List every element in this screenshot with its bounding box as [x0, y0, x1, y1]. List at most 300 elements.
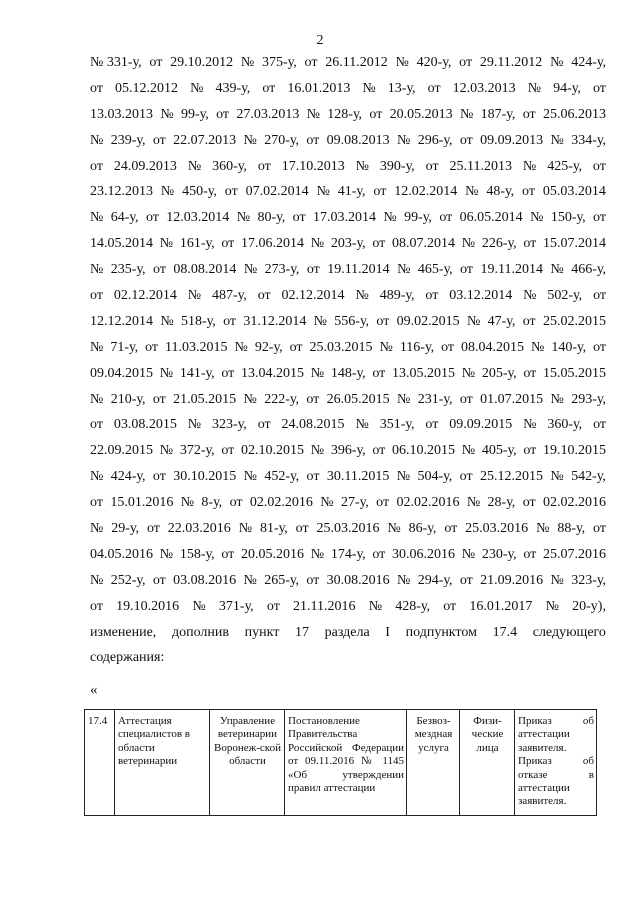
- word: 08.04.2015: [460, 339, 524, 355]
- word: подпунктом: [405, 624, 477, 640]
- word: 05.03.2014: [542, 184, 606, 200]
- opening-quote: «: [90, 682, 98, 698]
- word: 293-у,: [571, 391, 606, 407]
- word: от: [522, 184, 535, 200]
- word: 03.08.2015: [113, 417, 177, 433]
- word: от: [295, 521, 309, 537]
- word: №: [461, 443, 476, 459]
- word: №: [190, 80, 204, 96]
- word: содержания:: [90, 650, 165, 666]
- word: №: [316, 184, 330, 200]
- word: 25.03.2016: [465, 521, 529, 537]
- word: №: [550, 391, 564, 407]
- word: от: [522, 495, 536, 511]
- word: от: [372, 236, 386, 252]
- service-name-cell: Аттестация специалистов в области ветеринарии: [115, 710, 210, 816]
- word: от: [306, 469, 320, 485]
- word: от: [523, 443, 537, 459]
- word: от: [593, 210, 606, 226]
- word: №: [180, 495, 195, 511]
- word: 13-у,: [387, 80, 416, 96]
- word: от: [376, 495, 390, 511]
- word: от: [90, 80, 103, 96]
- word: от: [304, 55, 318, 70]
- word: от: [257, 417, 271, 433]
- word: 27-у,: [340, 495, 369, 511]
- word: 88-у,: [557, 521, 586, 537]
- word: 452-у,: [264, 469, 300, 485]
- word: 161-у,: [179, 236, 215, 252]
- word: 11.03.2015: [165, 339, 228, 355]
- word: 439-у,: [215, 80, 251, 96]
- word: от: [459, 469, 473, 485]
- word: 30.10.2015: [173, 469, 237, 485]
- word: от: [460, 262, 474, 278]
- word: 15.01.2016: [110, 495, 174, 511]
- word: от: [425, 417, 439, 433]
- word: 239-у,: [110, 132, 146, 148]
- word: от: [152, 469, 166, 485]
- word: от: [593, 288, 606, 304]
- word: №: [238, 521, 253, 537]
- word: №: [159, 443, 174, 459]
- word: № 331-у,: [90, 55, 142, 70]
- text-line: [90, 516, 606, 542]
- word: 542-у,: [571, 469, 606, 485]
- word: №: [90, 469, 104, 485]
- word: 99-у,: [180, 106, 209, 122]
- word: от: [459, 132, 473, 148]
- word: №: [243, 391, 257, 407]
- word: 02.02.2016: [249, 495, 313, 511]
- word: 19.11.2014: [480, 262, 543, 278]
- word: 07.02.2014: [245, 184, 309, 200]
- text-line: [90, 645, 606, 671]
- word: №: [192, 598, 206, 614]
- text-line: [90, 412, 606, 438]
- text-line: [90, 76, 606, 102]
- word: №: [355, 288, 369, 304]
- word: №: [379, 339, 393, 355]
- word: от: [523, 236, 537, 252]
- word: №: [550, 132, 564, 148]
- word: 230-у,: [481, 546, 517, 562]
- word: 22.09.2015: [90, 443, 153, 459]
- word: 25.03.2015: [309, 339, 373, 355]
- text-line: [90, 128, 606, 154]
- word: 128-у,: [327, 106, 363, 122]
- word: 16.01.2013: [287, 80, 351, 96]
- word: 13.05.2015: [392, 365, 455, 381]
- word: 09.04.2015: [90, 365, 153, 381]
- word: от: [459, 572, 473, 588]
- word: 29-у,: [111, 521, 140, 537]
- word: 17.03.2014: [312, 210, 376, 226]
- word: №: [368, 598, 383, 614]
- word: 81-у,: [259, 521, 288, 537]
- word: 06.10.2015: [392, 443, 455, 459]
- word: от: [593, 339, 606, 355]
- word: от: [592, 80, 606, 96]
- text-line: [90, 309, 606, 335]
- word: №: [160, 106, 174, 122]
- word: №: [310, 546, 325, 562]
- word: 518-у,: [180, 313, 216, 329]
- word: 351-у,: [379, 417, 415, 433]
- word: 504-у,: [417, 469, 453, 485]
- word: 99-у,: [404, 210, 432, 226]
- word: №: [313, 313, 327, 329]
- word: от: [257, 288, 271, 304]
- word: 150-у,: [550, 210, 586, 226]
- word: 13.03.2013: [90, 106, 153, 122]
- text-line: [90, 361, 606, 387]
- word: №: [310, 443, 325, 459]
- word: 24.09.2013: [113, 158, 177, 174]
- word: от: [425, 158, 439, 174]
- word: от: [223, 313, 236, 329]
- word: №: [362, 80, 376, 96]
- word: 17: [294, 624, 309, 640]
- word: №: [159, 546, 174, 562]
- text-line: [90, 257, 606, 283]
- word: 428-у,: [395, 598, 431, 614]
- word: 466-у,: [571, 262, 606, 278]
- word: 158-у,: [179, 546, 215, 562]
- word: №: [159, 365, 174, 381]
- word: №: [187, 417, 202, 433]
- word: от: [221, 236, 235, 252]
- word: 116-у,: [399, 339, 435, 355]
- word: 48-у,: [486, 184, 515, 200]
- word: дополнив: [171, 624, 229, 640]
- payment-cell: Безвоз-мездная услуга: [407, 710, 460, 816]
- word: 265-у,: [264, 572, 299, 588]
- word: №: [536, 521, 550, 537]
- word: 19.11.2014: [327, 262, 390, 278]
- word: от: [262, 80, 276, 96]
- word: 28-у,: [487, 495, 516, 511]
- word: 08.07.2014: [392, 236, 455, 252]
- word: 20.05.2016: [241, 546, 304, 562]
- word: 20.05.2013: [389, 106, 453, 122]
- word: 19.10.2015: [543, 443, 606, 459]
- word: 71-у,: [110, 339, 139, 355]
- word: от: [427, 80, 441, 96]
- word: 17.06.2014: [241, 236, 304, 252]
- word: №: [355, 158, 369, 174]
- word: №: [90, 339, 104, 355]
- text-line: [90, 335, 606, 361]
- applicants-cell: Физи-ческие лица: [460, 710, 515, 816]
- word: от: [266, 598, 280, 614]
- word: 19.10.2016: [116, 598, 180, 614]
- word: 489-у,: [379, 288, 415, 304]
- word: №: [396, 469, 411, 485]
- word: №: [310, 236, 325, 252]
- text-line: [90, 50, 606, 76]
- word: 235-у,: [110, 262, 146, 278]
- word: 23.12.2013: [90, 184, 153, 200]
- word: №: [461, 365, 476, 381]
- word: 15.07.2014: [543, 236, 606, 252]
- word: 20-у),: [572, 598, 606, 614]
- word: 94-у,: [553, 80, 581, 96]
- word: от: [149, 55, 163, 70]
- word: 25.02.2015: [542, 313, 606, 329]
- word: 16.01.2017: [469, 598, 533, 614]
- word: от: [592, 158, 606, 174]
- word: 8-у,: [201, 495, 223, 511]
- word: от: [152, 572, 166, 588]
- word: от: [146, 521, 160, 537]
- word: №: [383, 210, 397, 226]
- word: раздела: [324, 624, 370, 640]
- word: 03.12.2014: [449, 288, 513, 304]
- word: 375-у,: [261, 55, 297, 70]
- word: от: [593, 521, 606, 537]
- word: 21.09.2016: [480, 572, 544, 588]
- text-line: [90, 464, 606, 490]
- legal-basis-cell: Постановление Правительства Российской Федерации от 09.11.2016 № 1145 «Об утверждении правил аттестации: [285, 710, 407, 816]
- word: 556-у,: [334, 313, 370, 329]
- word: №: [187, 288, 202, 304]
- text-line: [90, 542, 606, 568]
- word: 17.4: [492, 624, 518, 640]
- word: №: [395, 55, 409, 70]
- word: 390-у,: [379, 158, 415, 174]
- word: от: [459, 55, 473, 70]
- word: 30.06.2016: [392, 546, 455, 562]
- word: от: [152, 391, 166, 407]
- word: 29.10.2012: [170, 55, 234, 70]
- word: 31.12.2014: [243, 313, 307, 329]
- authority-cell: Управление ветеринарии Воронеж-ской области: [210, 710, 285, 816]
- word: от: [522, 106, 536, 122]
- word: 22.07.2013: [173, 132, 237, 148]
- word: 01.07.2015: [480, 391, 544, 407]
- word: от: [369, 106, 383, 122]
- text-line: [90, 568, 606, 594]
- word: 25.07.2016: [543, 546, 606, 562]
- word: №: [90, 521, 104, 537]
- word: 465-у,: [417, 262, 453, 278]
- word: №: [550, 469, 564, 485]
- word: №: [397, 391, 411, 407]
- text-line: [90, 594, 606, 620]
- word: №: [355, 417, 369, 433]
- word: №: [397, 572, 411, 588]
- word: 25.03.2016: [316, 521, 380, 537]
- word: 41-у,: [337, 184, 366, 200]
- word: от: [257, 158, 271, 174]
- word: 296-у,: [417, 132, 453, 148]
- word: 205-у,: [481, 365, 517, 381]
- text-line: [90, 179, 606, 205]
- word: 02.02.2016: [543, 495, 606, 511]
- word: от: [224, 184, 238, 200]
- word: 09.09.2015: [449, 417, 513, 433]
- word: 405-у,: [481, 443, 517, 459]
- word: 141-у,: [179, 365, 215, 381]
- word: от: [292, 210, 306, 226]
- word: 334-у,: [571, 132, 606, 148]
- word: №: [397, 132, 411, 148]
- word: 30.08.2016: [326, 572, 390, 588]
- word: 25.11.2013: [449, 158, 512, 174]
- word: 02.10.2015: [241, 443, 304, 459]
- word: от: [221, 365, 235, 381]
- word: 47-у,: [487, 313, 516, 329]
- word: №: [243, 572, 257, 588]
- word: от: [523, 546, 537, 562]
- word: 30.11.2015: [326, 469, 390, 485]
- text-line: [90, 490, 606, 516]
- word: 12.02.2014: [394, 184, 458, 200]
- word: от: [425, 288, 439, 304]
- word: 08.08.2014: [173, 262, 237, 278]
- word: 15.05.2015: [543, 365, 606, 381]
- word: 21.05.2015: [173, 391, 237, 407]
- text-line: [90, 154, 606, 180]
- word: 294-у,: [417, 572, 453, 588]
- word: №: [466, 495, 481, 511]
- word: №: [240, 55, 255, 70]
- word: I: [385, 624, 390, 640]
- word: 360-у,: [212, 158, 247, 174]
- word: 270-у,: [264, 132, 299, 148]
- word: пункт: [244, 624, 280, 640]
- word: №: [523, 417, 537, 433]
- word: №: [550, 55, 564, 70]
- word: №: [243, 262, 258, 278]
- word: 06.05.2014: [459, 210, 523, 226]
- word: от: [306, 132, 320, 148]
- word: №: [310, 365, 325, 381]
- word: от: [289, 339, 303, 355]
- text-line: [90, 205, 606, 231]
- word: 24.08.2015: [281, 417, 345, 433]
- word: от: [459, 391, 473, 407]
- word: 22.03.2016: [167, 521, 231, 537]
- word: №: [90, 132, 104, 148]
- word: 03.08.2016: [173, 572, 237, 588]
- word: от: [221, 443, 235, 459]
- word: 92-у,: [254, 339, 283, 355]
- word: №: [90, 391, 104, 407]
- text-line: [90, 102, 606, 128]
- page-number: 2: [316, 33, 324, 48]
- text-line: [90, 231, 606, 257]
- word: №: [459, 106, 474, 122]
- word: 02.02.2016: [396, 495, 460, 511]
- word: от: [443, 598, 457, 614]
- word: 222-у,: [264, 391, 299, 407]
- word: №: [320, 495, 334, 511]
- word: №: [160, 313, 174, 329]
- word: от: [90, 495, 103, 511]
- word: 13.04.2015: [241, 365, 304, 381]
- word: от: [90, 598, 103, 614]
- word: от: [216, 106, 229, 122]
- word: от: [145, 339, 159, 355]
- word: 273-у,: [264, 262, 300, 278]
- word: 12.12.2014: [90, 313, 153, 329]
- word: 424-у,: [571, 55, 606, 70]
- word: 140-у,: [551, 339, 587, 355]
- word: 26.05.2015: [326, 391, 390, 407]
- word: 09.02.2015: [396, 313, 460, 329]
- word: 396-у,: [330, 443, 366, 459]
- word: 187-у,: [480, 106, 516, 122]
- word: от: [522, 313, 536, 329]
- table-row: [85, 710, 597, 816]
- word: №: [90, 210, 104, 226]
- word: №: [545, 598, 559, 614]
- word: 12.03.2014: [166, 210, 230, 226]
- word: 09.09.2013: [480, 132, 544, 148]
- word: от: [90, 158, 103, 174]
- word: 05.12.2012: [115, 80, 178, 96]
- word: №: [90, 572, 104, 588]
- word: от: [306, 572, 320, 588]
- text-line: [90, 620, 606, 646]
- word: №: [530, 210, 544, 226]
- body-text: [90, 50, 606, 671]
- word: 86-у,: [408, 521, 437, 537]
- word: 26.11.2012: [325, 55, 388, 70]
- word: 25.12.2015: [479, 469, 543, 485]
- word: 323-у,: [212, 417, 247, 433]
- word: 17.10.2013: [281, 158, 345, 174]
- word: от: [444, 521, 458, 537]
- word: от: [306, 391, 320, 407]
- word: 27.03.2013: [236, 106, 300, 122]
- word: 64-у,: [110, 210, 139, 226]
- word: от: [372, 365, 386, 381]
- result-cell: Приказ об аттестации заявителя. Приказ об отказе в аттестации заявителя.: [515, 710, 597, 816]
- word: №: [159, 236, 174, 252]
- word: 12.03.2013: [452, 80, 516, 96]
- word: №: [466, 313, 481, 329]
- text-line: [90, 283, 606, 309]
- word: 148-у,: [330, 365, 366, 381]
- word: 02.12.2014: [281, 288, 345, 304]
- word: 174-у,: [330, 546, 366, 562]
- word: №: [306, 106, 320, 122]
- word: 371-у,: [218, 598, 254, 614]
- word: 25.06.2013: [542, 106, 606, 122]
- word: №: [243, 469, 257, 485]
- word: 252-у,: [110, 572, 146, 588]
- word: №: [187, 158, 202, 174]
- word: №: [397, 262, 411, 278]
- word: от: [372, 443, 386, 459]
- word: 14.05.2014: [90, 236, 153, 252]
- word: от: [153, 262, 166, 278]
- word: №: [465, 184, 479, 200]
- word: от: [90, 417, 103, 433]
- word: №: [530, 339, 545, 355]
- text-line: [90, 387, 606, 413]
- word: от: [152, 132, 166, 148]
- word: №: [550, 262, 564, 278]
- word: 04.05.2016: [90, 546, 153, 562]
- word: №: [90, 262, 104, 278]
- word: 80-у,: [257, 210, 286, 226]
- word: 425-у,: [547, 158, 582, 174]
- word: от: [372, 546, 386, 562]
